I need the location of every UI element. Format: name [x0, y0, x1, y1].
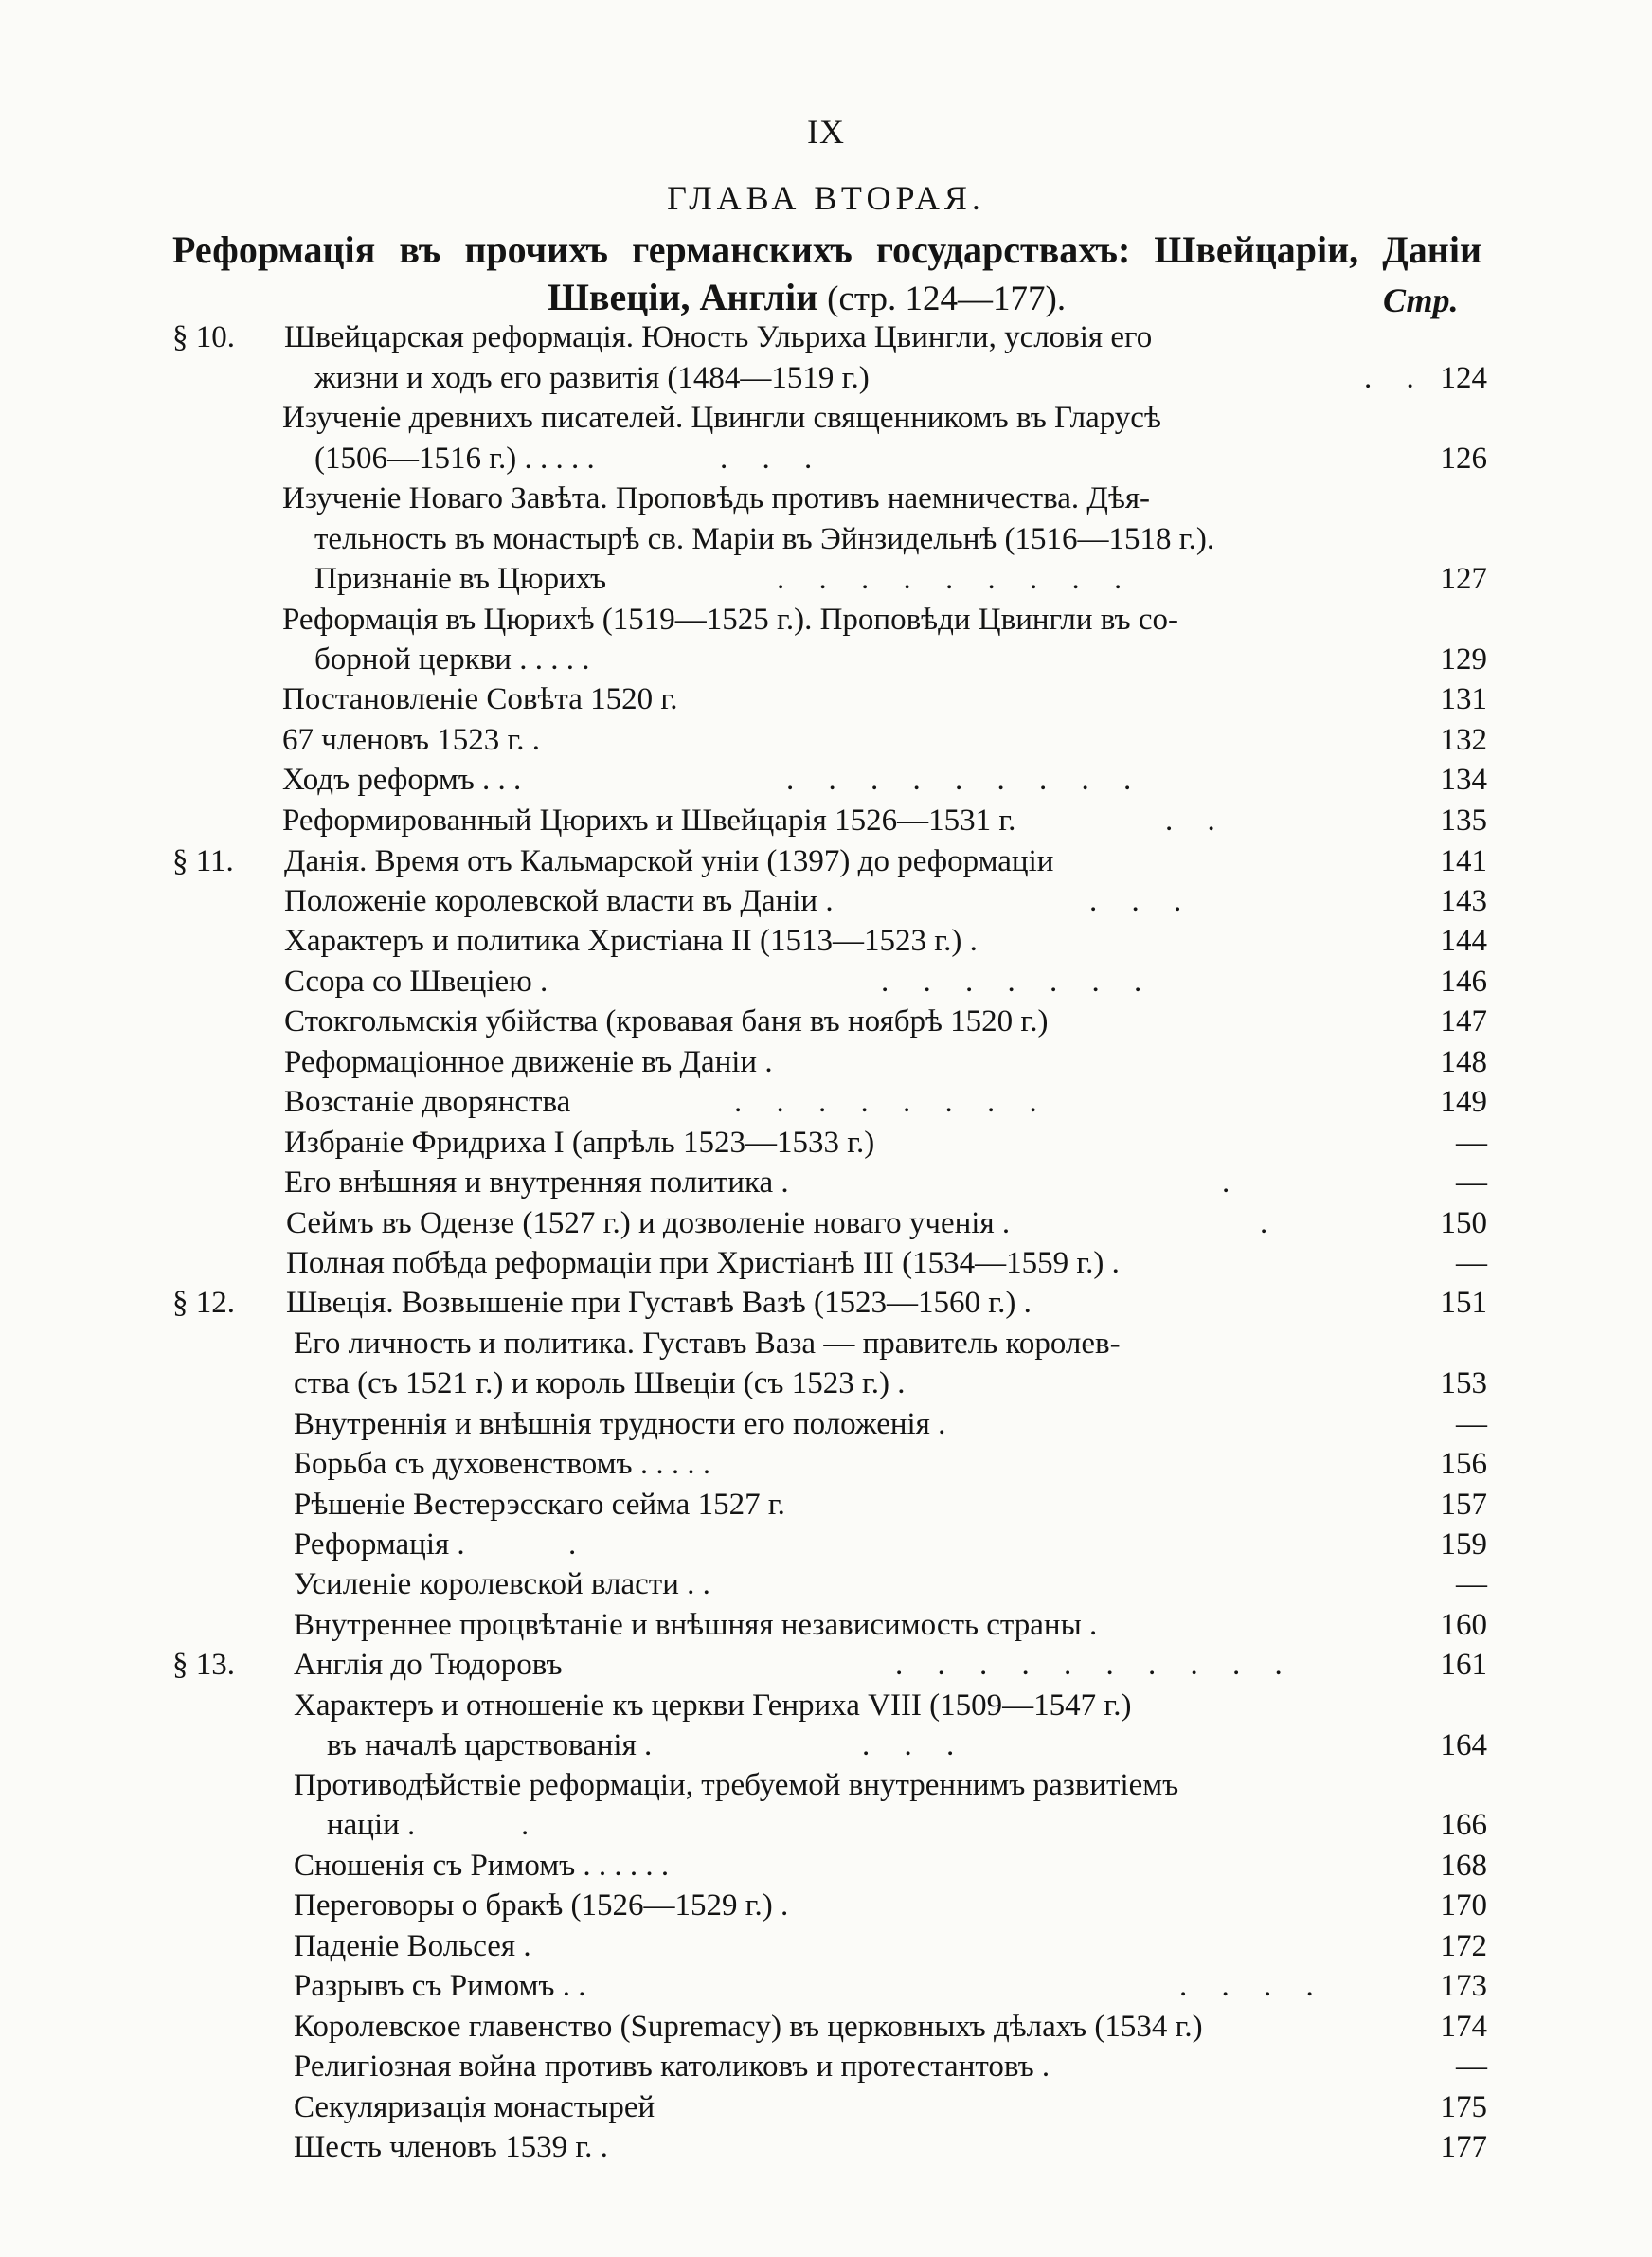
leader-dots: . . [1165, 803, 1229, 838]
toc-entry [0, 720, 1652, 760]
entry-page-number: 129 [1440, 642, 1487, 677]
entry-page-number: 175 [1440, 2090, 1487, 2124]
entry-page-number: 124 [1440, 361, 1487, 395]
entry-text: Швейцарская реформація. Юность Ульриха Цвингли, условія его [284, 320, 1153, 354]
leader-dots: . . . . . . . [881, 965, 1156, 999]
entry-text: борной церкви . . . . . [314, 642, 590, 677]
entry-text: Реформація . [294, 1527, 465, 1562]
entry-text: Внутреннее процвѣтаніе и внѣшняя независимость страны . [294, 1608, 1098, 1642]
toc-entry [0, 1564, 1652, 1604]
toc-entry [0, 1605, 1652, 1645]
toc-entry [0, 1243, 1652, 1283]
entry-page-number: 160 [1440, 1608, 1487, 1642]
entry-text: Паденіе Вольсея . [294, 1929, 531, 1963]
toc-entry [0, 1725, 1652, 1765]
entry-page-number: 170 [1440, 1888, 1487, 1923]
chapter-title-countries: Швеціи, Англіи [548, 276, 818, 318]
toc-entry [0, 398, 1652, 438]
leader-dots: . [1222, 1165, 1244, 1200]
entry-page-number: 156 [1440, 1447, 1487, 1481]
toc-entry [0, 1203, 1652, 1243]
toc-entry [0, 600, 1652, 640]
entry-text: Постановленіе Совѣта 1520 г. [282, 682, 678, 716]
entry-text: Англія до Тюдоровъ [294, 1648, 563, 1682]
leader-dots: . . . [720, 442, 826, 476]
entry-page-number: 127 [1440, 562, 1487, 596]
entry-text: Его внѣшняя и внутренняя политика . [284, 1165, 789, 1200]
toc-entry [0, 801, 1652, 840]
entry-page-number: 141 [1440, 844, 1487, 878]
toc-entry [0, 1645, 1652, 1685]
toc-entry [0, 559, 1652, 599]
toc-entry [0, 1846, 1652, 1886]
entry-page-number: 151 [1440, 1286, 1487, 1320]
entry-text: Его личность и политика. Густавъ Ваза — правитель королев- [294, 1327, 1121, 1361]
entry-text: Реформированный Цюрихъ и Швейцарія 1526—1531 г. [282, 803, 1016, 838]
entry-page-number: 147 [1440, 1004, 1487, 1038]
entry-page-number: 149 [1440, 1085, 1487, 1119]
chapter-title-line-1: Реформація въ прочихъ германскихъ государствахъ: Швейцаріи, Даніи [172, 228, 1481, 271]
entry-text: Данія. Время отъ Кальмарской уніи (1397) до реформаціи [284, 844, 1054, 878]
page-number: IX [807, 113, 845, 151]
toc-entry [0, 358, 1652, 398]
toc-entry [0, 1163, 1652, 1202]
toc-entry [0, 921, 1652, 961]
toc-entry [0, 1324, 1652, 1363]
entry-text: Усиленіе королевской власти . . [294, 1567, 710, 1601]
toc-entry [0, 1926, 1652, 1966]
entry-text: націи . [327, 1808, 416, 1842]
toc-entry [0, 881, 1652, 921]
entry-text: Рѣшеніе Вестерэсскаго сейма 1527 г. [294, 1488, 785, 1522]
entry-page-number: 168 [1440, 1849, 1487, 1883]
leader-dots: . . . . . . . . . [777, 562, 1136, 596]
toc-entry [0, 1686, 1652, 1725]
entry-text: Признаніе въ Цюрихъ [314, 562, 607, 596]
section-number: § 11. [172, 844, 234, 878]
toc-entry [0, 841, 1652, 881]
section-number: § 10. [172, 320, 235, 354]
entry-page-number: 173 [1440, 1969, 1487, 2003]
entry-page-number: 146 [1440, 965, 1487, 999]
entry-page-number: 148 [1440, 1045, 1487, 1079]
toc-entry [0, 439, 1652, 478]
entry-text: 67 членовъ 1523 г. . [282, 723, 541, 757]
entry-text: Разрывъ съ Римомъ . . [294, 1969, 586, 2003]
entry-text: Сношенія съ Римомъ . . . . . . [294, 1849, 670, 1883]
toc-entry [0, 519, 1652, 559]
entry-page-number: 134 [1440, 763, 1487, 797]
entry-text: Королевское главенство (Supremacy) въ церковныхъ дѣлахъ (1534 г.) [294, 2010, 1203, 2044]
entry-text: Ходъ реформъ . . . [282, 763, 522, 797]
entry-page-number: — [1456, 1246, 1487, 1280]
page-column-label: Стр. [1383, 281, 1459, 319]
toc-entry [0, 760, 1652, 800]
entry-text: (1506—1516 г.) . . . . . [314, 442, 595, 476]
entry-page-number: 150 [1440, 1206, 1487, 1240]
toc-entry [0, 2007, 1652, 2047]
toc-entry [0, 1082, 1652, 1122]
entry-text: жизни и ходъ его развитія (1484—1519 г.) [314, 361, 870, 395]
toc-entry [0, 478, 1652, 518]
leader-dots: . . . . . . . . . . [895, 1648, 1296, 1682]
entry-text: Реформаціонное движеніе въ Даніи . [284, 1045, 773, 1079]
entry-page-number: 164 [1440, 1728, 1487, 1762]
entry-text: Изученіе древнихъ писателей. Цвингли священникомъ въ Гларусѣ [282, 401, 1161, 435]
entry-page-number: 153 [1440, 1366, 1487, 1400]
toc-entry [0, 1404, 1652, 1444]
entry-page-number: 135 [1440, 803, 1487, 838]
section-number: § 13. [172, 1648, 235, 1682]
entry-page-number: 177 [1440, 2130, 1487, 2164]
entry-text: Внутреннія и внѣшнія трудности его положенія . [294, 1407, 946, 1441]
leader-dots: . . . . . . . . [734, 1085, 1050, 1119]
toc-entry [0, 2047, 1652, 2086]
leader-dots: . [568, 1527, 590, 1562]
toc-entry [0, 2087, 1652, 2127]
entry-text: въ началѣ царствованія . [327, 1728, 653, 1762]
entry-page-number: 172 [1440, 1929, 1487, 1963]
entry-text: Избраніе Фридриха I (апрѣль 1523—1533 г.) [284, 1126, 875, 1160]
entry-page-number: 157 [1440, 1488, 1487, 1522]
entry-text: Характеръ и отношеніе къ церкви Генриха VIII (1509—1547 г.) [294, 1688, 1132, 1723]
entry-text: Положеніе королевской власти въ Даніи . [284, 884, 834, 918]
toc-entry [0, 1966, 1652, 2006]
entry-page-number: 132 [1440, 723, 1487, 757]
toc-entry [0, 962, 1652, 1002]
entry-text: Переговоры о бракѣ (1526—1529 г.) . [294, 1888, 789, 1923]
toc-entry [0, 1886, 1652, 1925]
toc-entry [0, 1283, 1652, 1323]
entry-page-number: 174 [1440, 2010, 1487, 2044]
leader-dots: . . [1364, 361, 1428, 395]
entry-text: Ссора со Швеціею . [284, 965, 548, 999]
entry-page-number: — [1456, 2049, 1487, 2084]
leader-dots: . [521, 1808, 543, 1842]
toc-entry [0, 1444, 1652, 1484]
toc-entry [0, 1485, 1652, 1525]
entry-text: Противодѣйствіе реформаціи, требуемой внутреннимъ развитіемъ [294, 1768, 1179, 1802]
entry-text: Шесть членовъ 1539 г. . [294, 2130, 608, 2164]
toc-entry [0, 2127, 1652, 2167]
toc-entry [0, 1765, 1652, 1805]
entry-page-number: — [1456, 1407, 1487, 1441]
entry-page-number: 166 [1440, 1808, 1487, 1842]
entry-text: Борьба съ духовенствомъ . . . . . [294, 1447, 711, 1481]
entry-text: Изученіе Новаго Завѣта. Проповѣдь противъ наемничества. Дѣя- [282, 481, 1151, 515]
entry-text: Полная побѣда реформаціи при Христіанѣ III (1534—1559 г.) . [286, 1246, 1120, 1280]
entry-text: Сеймъ въ Одензе (1527 г.) и дозволеніе новаго ученія . [286, 1206, 1011, 1240]
section-number: § 12. [172, 1286, 235, 1320]
toc-entry [0, 1805, 1652, 1845]
leader-dots: . [1260, 1206, 1282, 1240]
entry-page-number: — [1456, 1126, 1487, 1160]
entry-text: Характеръ и политика Христіана II (1513—1523 г.) . [284, 924, 978, 958]
toc-entry [0, 1123, 1652, 1163]
entry-text: тельность въ монастырѣ св. Маріи въ Эйнзидельнѣ (1516—1518 г.). [314, 522, 1215, 556]
leader-dots: . . . . [1179, 1969, 1327, 2003]
leader-dots: . . . . . . . . . [786, 763, 1145, 797]
entry-page-number: 159 [1440, 1527, 1487, 1562]
toc-entry [0, 317, 1652, 357]
entry-page-number: — [1456, 1567, 1487, 1601]
entry-page-number: — [1456, 1165, 1487, 1200]
entry-text: Секуляризація монастырей [294, 2090, 655, 2124]
entry-text: Религіозная война противъ католиковъ и протестантовъ . [294, 2049, 1050, 2084]
leader-dots: . . . [862, 1728, 968, 1762]
entry-page-number: 161 [1440, 1648, 1487, 1682]
toc-entry [0, 640, 1652, 679]
chapter-title-pages: (стр. 124—177). [827, 280, 1067, 318]
entry-page-number: 144 [1440, 924, 1487, 958]
entry-text: ства (съ 1521 г.) и король Швеціи (съ 1523 г.) . [294, 1366, 906, 1400]
toc-entry [0, 1002, 1652, 1041]
entry-page-number: 131 [1440, 682, 1487, 716]
entry-page-number: 143 [1440, 884, 1487, 918]
entry-text: Возстаніе дворянства [284, 1085, 571, 1119]
toc-entry [0, 1525, 1652, 1564]
entry-text: Швеція. Возвышеніе при Густавѣ Вазѣ (1523—1560 г.) . [286, 1286, 1032, 1320]
entry-text: Реформація въ Цюрихѣ (1519—1525 г.). Проповѣди Цвингли въ со- [282, 603, 1178, 637]
toc-entry [0, 679, 1652, 719]
chapter-heading: ГЛАВА ВТОРАЯ. [667, 179, 985, 217]
entry-text: Стокгольмскія убійства (кровавая баня въ ноябрѣ 1520 г.) [284, 1004, 1049, 1038]
leader-dots: . . . [1089, 884, 1195, 918]
toc-entry [0, 1363, 1652, 1403]
entry-page-number: 126 [1440, 442, 1487, 476]
toc-entry [0, 1042, 1652, 1082]
